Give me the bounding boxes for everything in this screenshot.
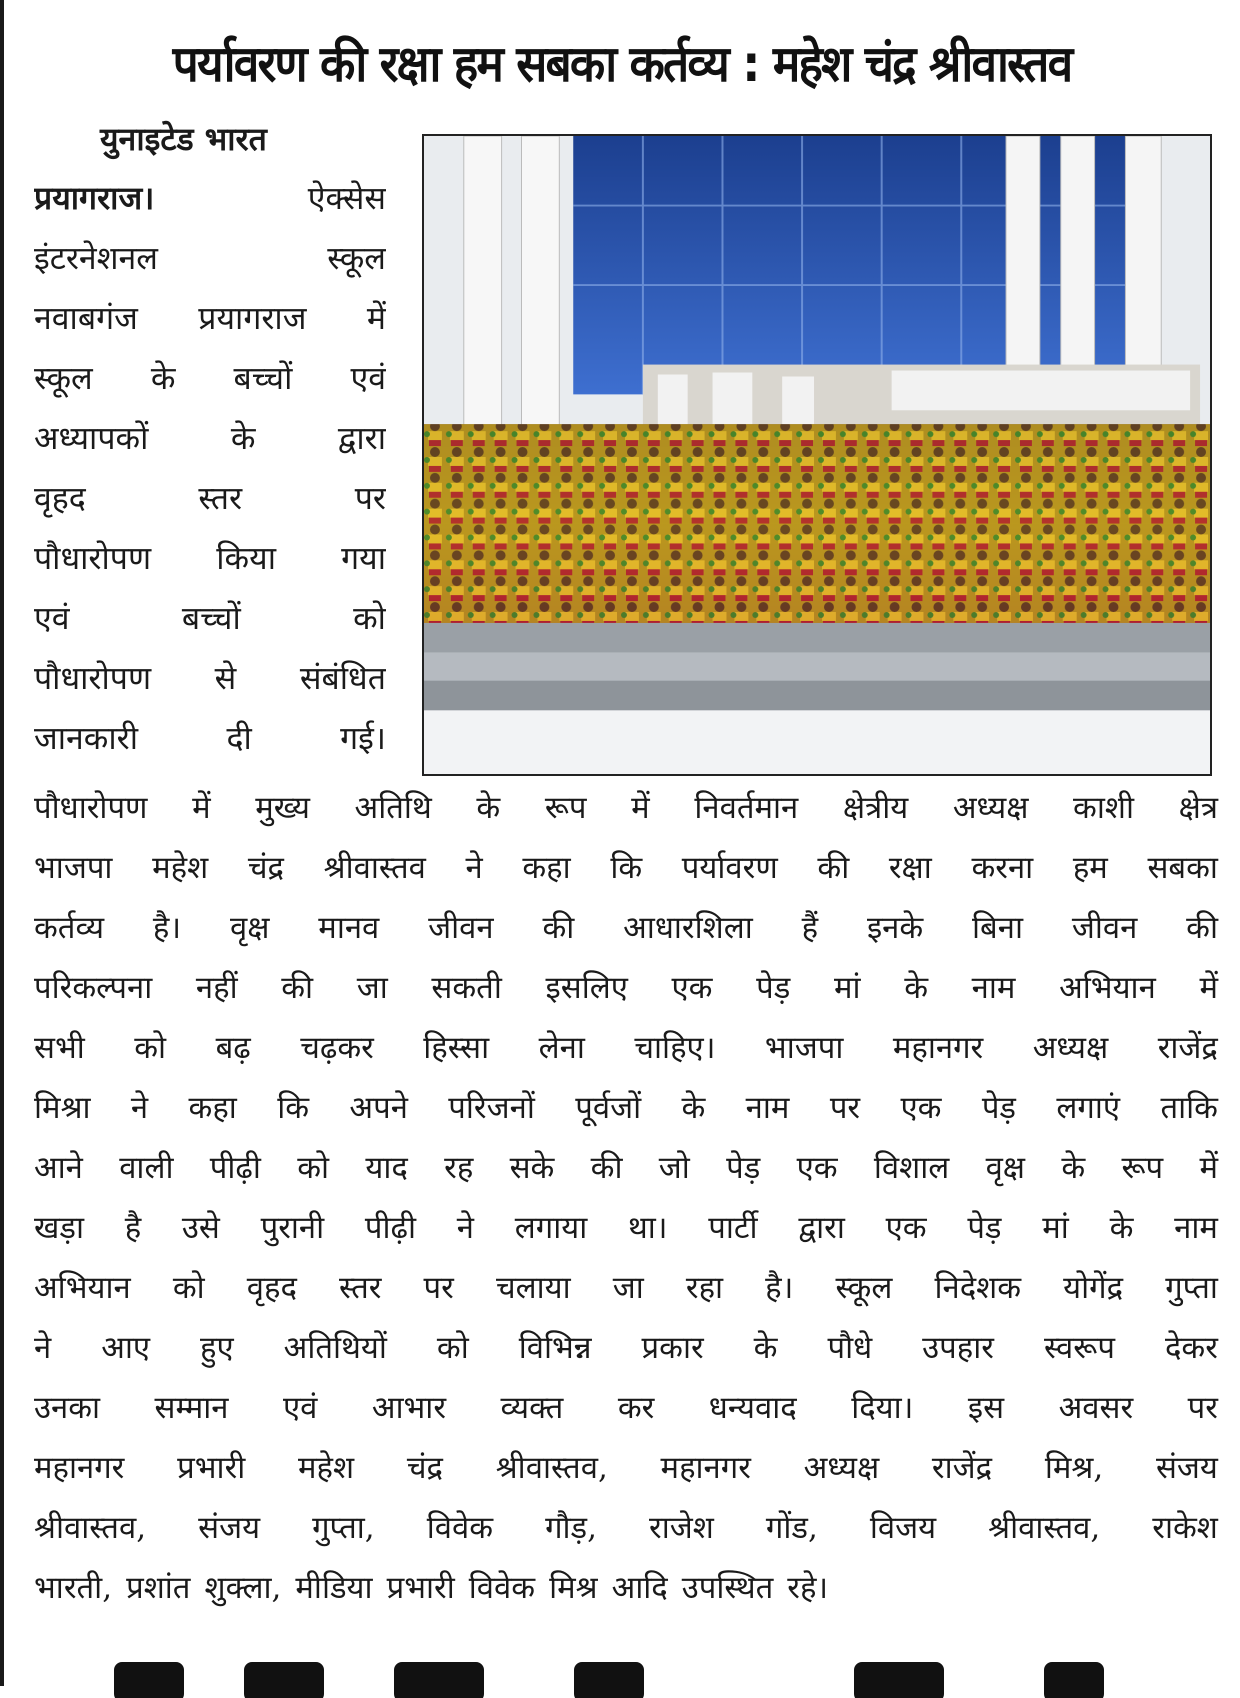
body-line: सभी को बढ़ चढ़कर हिस्सा लेना चाहिए। भाजपा महानगर अध्यक्ष राजेंद्र [34, 1030, 1218, 1066]
body-line: पौधारोपण में मुख्य अतिथि के रूप में निवर्तमान क्षेत्रीय अध्यक्ष काशी क्षेत्र [34, 790, 1218, 826]
intro-line: एवं बच्चों को [34, 599, 386, 637]
intro-line: वृहद स्तर पर [34, 479, 386, 517]
body-line: उनका सम्मान एवं आभार व्यक्त कर धन्यवाद दिया। इस अवसर पर [34, 1390, 1218, 1426]
body-line: भारती, प्रशांत शुक्ला, मीडिया प्रभारी विवेक मिश्र आदि उपस्थित रहे। [34, 1570, 829, 1606]
intro-line: इंटरनेशनल स्कूल [34, 239, 386, 277]
next-headline-fragment [94, 1658, 1194, 1698]
byline: युनाइटेड भारत [100, 120, 267, 158]
intro-column [34, 168, 386, 768]
intro-line: पौधारोपण किया गया [34, 539, 386, 577]
group-photo-image [424, 136, 1210, 774]
body-line: आने वाली पीढ़ी को याद रह सके की जो पेड़ एक विशाल वृक्ष के रूप में [34, 1150, 1218, 1186]
intro-line: नवाबगंज प्रयागराज में [34, 299, 386, 337]
intro-line: पौधारोपण से संबंधित [34, 659, 386, 697]
body-line: अभियान को वृहद स्तर पर चलाया जा रहा है। स्कूल निदेशक योगेंद्र गुप्ता [34, 1270, 1218, 1306]
body-line: श्रीवास्तव, संजय गुप्ता, विवेक गौड़, राजेश गोंड, विजय श्रीवास्तव, राकेश [34, 1510, 1218, 1546]
article-body [34, 778, 1218, 1618]
news-photo [422, 134, 1212, 776]
body-line: परिकल्पना नहीं की जा सकती इसलिए एक पेड़ मां के नाम अभियान में [34, 970, 1218, 1006]
dateline-line: प्रयागराज। ऐक्सेस [34, 179, 386, 217]
headline: पर्यावरण की रक्षा हम सबका कर्तव्य : महेश चंद्र श्रीवास्तव [172, 35, 1072, 93]
body-line: महानगर प्रभारी महेश चंद्र श्रीवास्तव, महानगर अध्यक्ष राजेंद्र मिश्र, संजय [34, 1450, 1218, 1486]
intro-line: अध्यापकों के द्वारा [34, 419, 386, 457]
body-line: खड़ा है उसे पुरानी पीढ़ी ने लगाया था। पार्टी द्वारा एक पेड़ मां के नाम [34, 1210, 1218, 1246]
intro-line: स्कूल के बच्चों एवं [34, 359, 386, 397]
body-line: भाजपा महेश चंद्र श्रीवास्तव ने कहा कि पर्यावरण की रक्षा करना हम सबका [34, 850, 1218, 886]
intro-line: जानकारी दी गई। [34, 719, 386, 757]
body-line: कर्तव्य है। वृक्ष मानव जीवन की आधारशिला हैं इनके बिना जीवन की [34, 910, 1218, 946]
body-line: ने आए हुए अतिथियों को विभिन्न प्रकार के पौधे उपहार स्वरूप देकर [34, 1330, 1218, 1366]
body-line: मिश्रा ने कहा कि अपने परिजनों पूर्वजों के नाम पर एक पेड़ लगाएं ताकि [34, 1090, 1218, 1126]
